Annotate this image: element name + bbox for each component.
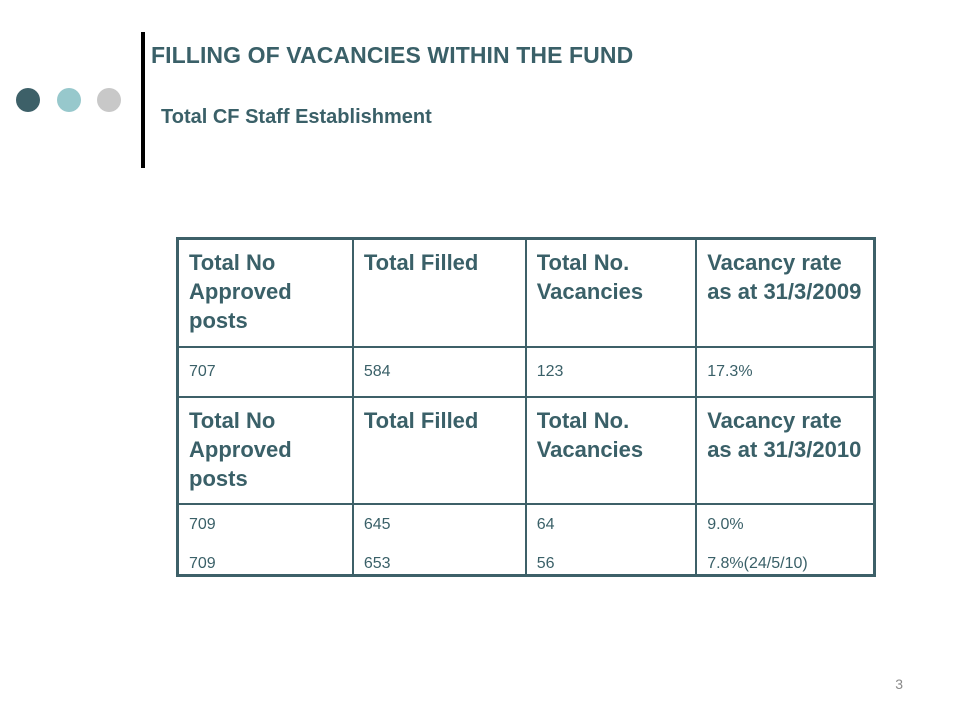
- cell-value: 7.8%(24/5/10): [707, 554, 808, 572]
- cell-value: 56: [536, 554, 555, 572]
- header-cell-total-vacancies: Total No. Vacancies: [526, 397, 696, 504]
- cell-approved-posts: 707: [178, 347, 353, 397]
- header-cell-vacancy-rate: Vacancy rate as at 31/3/2009: [696, 239, 874, 347]
- cell-total-vacancies: 123: [526, 347, 696, 397]
- table-header-row-2010: [178, 397, 875, 504]
- header-cell-total-filled: Total Filled: [353, 239, 526, 347]
- cell-value: 9.0%: [707, 515, 744, 533]
- header-cell-total-filled: Total Filled: [353, 397, 526, 504]
- cell-vacancy-rate: [696, 504, 874, 576]
- cell-total-filled: 584: [353, 347, 526, 397]
- decor-dot-grey: [97, 88, 121, 112]
- header-cell-approved-posts: Total No Approved posts: [178, 397, 353, 504]
- header-cell-total-vacancies: Total No. Vacancies: [526, 239, 696, 347]
- table-header-row-2009: [178, 239, 875, 347]
- cell-value: 645: [363, 515, 391, 533]
- title-divider-bar: [141, 32, 145, 168]
- cell-value: 64: [536, 515, 555, 533]
- decor-dot-dark: [16, 88, 40, 112]
- slide-title: FILLING OF VACANCIES WITHIN THE FUND: [151, 42, 634, 68]
- cell-value: 653: [363, 554, 391, 572]
- cell-value: 709: [189, 515, 216, 533]
- vacancy-table: [176, 237, 876, 577]
- cell-value: 709: [189, 554, 216, 572]
- table-row-2009: [178, 347, 875, 397]
- cell-total-filled: [353, 504, 526, 576]
- table-row-2010: [178, 504, 875, 576]
- slide-subtitle: Total CF Staff Establishment: [161, 106, 432, 128]
- page-number: 3: [895, 676, 903, 692]
- decor-dot-teal: [57, 88, 81, 112]
- header-cell-vacancy-rate: Vacancy rate as at 31/3/2010: [696, 397, 874, 504]
- header-cell-approved-posts: Total No Approved posts: [178, 239, 353, 347]
- cell-approved-posts: [178, 504, 353, 576]
- cell-total-vacancies: [526, 504, 696, 576]
- cell-vacancy-rate: 17.3%: [696, 347, 874, 397]
